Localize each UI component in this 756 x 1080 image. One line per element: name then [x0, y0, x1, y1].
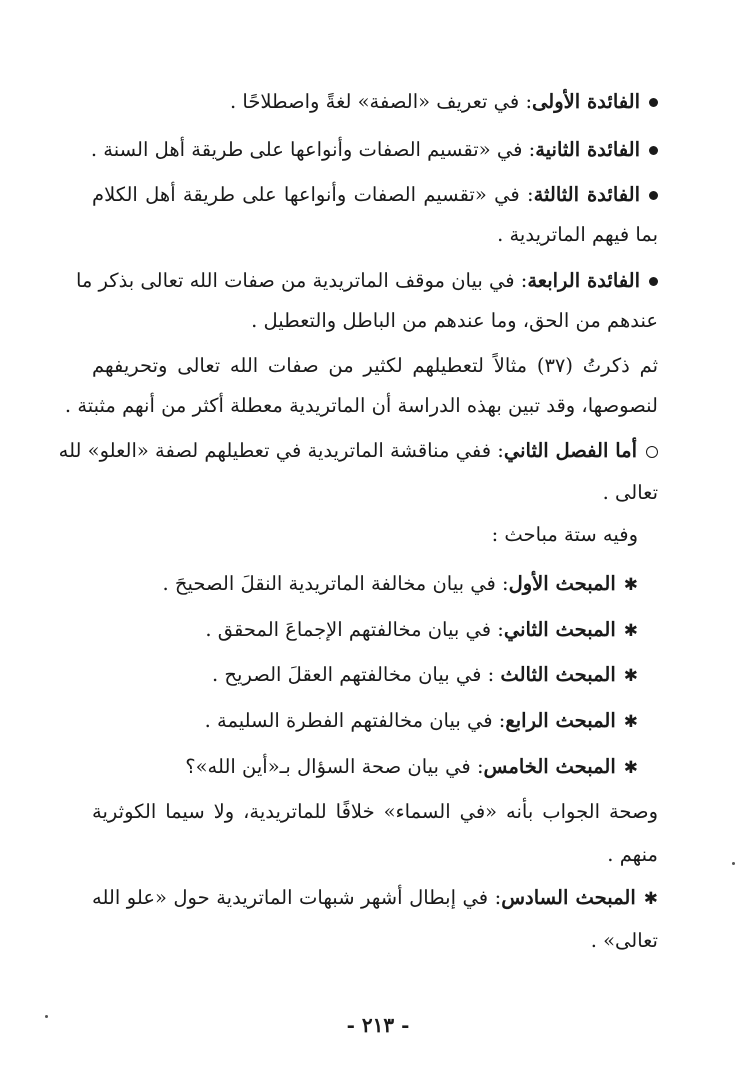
section-item-1	[92, 569, 638, 600]
bullet-dot-icon	[649, 146, 658, 155]
section-item-4	[92, 706, 638, 737]
chapter-2-continuation: تعالى .	[602, 481, 658, 504]
section-label: المبحث الخامس	[483, 755, 616, 778]
asterisk-icon: ✱	[623, 758, 638, 778]
chapter-2-text: : ففي مناقشة الماتريدية في تعطيلهم لصفة «العلو» لله	[58, 439, 504, 462]
section-label: المبحث السادس	[501, 886, 636, 909]
asterisk-icon: ✱	[623, 666, 638, 686]
asterisk-icon: ✱	[643, 889, 658, 909]
asterisk-icon: ✱	[623, 621, 638, 641]
bullet-label: الفائدة الأولى	[532, 90, 640, 113]
section-item-5	[92, 752, 638, 783]
section-item-2	[92, 615, 638, 646]
bullet-dot-icon	[649, 277, 658, 286]
summary-line-1: ثم ذكرتُ (٣٧) مثالاً لتعطيلهم لكثير من صفات الله تعالى وتحريفهم	[92, 354, 658, 377]
asterisk-icon: ✱	[623, 575, 638, 595]
bullet-item-1	[92, 87, 658, 117]
section-label: المبحث الأول	[508, 572, 616, 595]
bullet-dot-icon	[649, 98, 658, 107]
page-number: - ٢١٣ -	[346, 1013, 410, 1037]
chapter-2-intro: وفيه ستة مباحث :	[491, 523, 638, 546]
bullet-item-2	[92, 135, 658, 165]
bullet-text: : في بيان موقف الماتريدية من صفات الله تعالى بذكر ما	[75, 269, 528, 292]
bullet-item-3-continuation: بما فيهم الماتريدية .	[497, 223, 658, 246]
bullet-label: الفائدة الرابعة	[527, 269, 640, 292]
bullet-label: الفائدة الثانية	[535, 138, 640, 161]
section-item-3	[92, 660, 638, 691]
asterisk-icon: ✱	[623, 712, 638, 732]
section-5-continuation-2: منهم .	[607, 843, 658, 866]
section-text: : في بيان مخالفتهم العقلَ الصريح .	[212, 663, 501, 686]
section-label: المبحث الثاني	[503, 618, 616, 641]
scan-speck	[732, 862, 735, 865]
bullet-text: : في «تقسيم الصفات وأنواعها على طريقة أهل السنة .	[90, 138, 536, 161]
bullet-dot-icon	[649, 191, 658, 200]
section-label: المبحث الرابع	[505, 709, 616, 732]
section-6-continuation: تعالى» .	[590, 929, 658, 952]
section-label: المبحث الثالث	[500, 663, 616, 686]
section-text: : في بيان صحة السؤال بـ«أين الله»؟	[185, 755, 484, 778]
section-item-6	[92, 883, 658, 914]
bullet-item-3	[92, 180, 658, 210]
section-text: : في إبطال أشهر شبهات الماتريدية حول «علو الله	[92, 886, 502, 909]
bullet-text: : في «تقسيم الصفات وأنواعها على طريقة أهل الكلام	[92, 183, 534, 206]
bullet-label: الفائدة الثالثة	[533, 183, 640, 206]
summary-line-2: لنصوصها، وقد تبين بهذه الدراسة أن الماتريدية معطلة أكثر من أنهم مثبتة .	[64, 394, 658, 417]
section-text: : في بيان مخالفتهم الفطرة السليمة .	[204, 709, 506, 732]
scan-speck	[45, 1015, 48, 1018]
chapter-2-label: أما الفصل الثاني	[503, 439, 637, 462]
bullet-item-4-continuation: عندهم من الحق، وما عندهم من الباطل والتعطيل .	[251, 309, 658, 332]
circle-bullet-icon	[646, 446, 658, 458]
section-text: : في بيان مخالفة الماتريدية النقلَ الصحيحَ .	[162, 572, 509, 595]
section-5-continuation-1: وصحة الجواب بأنه «في السماء» خلافًا للماتريدية، ولا سيما الكوثرية	[92, 800, 658, 823]
chapter-2-heading	[58, 436, 658, 466]
section-text: : في بيان مخالفتهم الإجماعَ المحقق .	[205, 618, 504, 641]
bullet-text: : في تعريف «الصفة» لغةً واصطلاحًا .	[230, 90, 533, 113]
bullet-item-4	[75, 266, 658, 296]
